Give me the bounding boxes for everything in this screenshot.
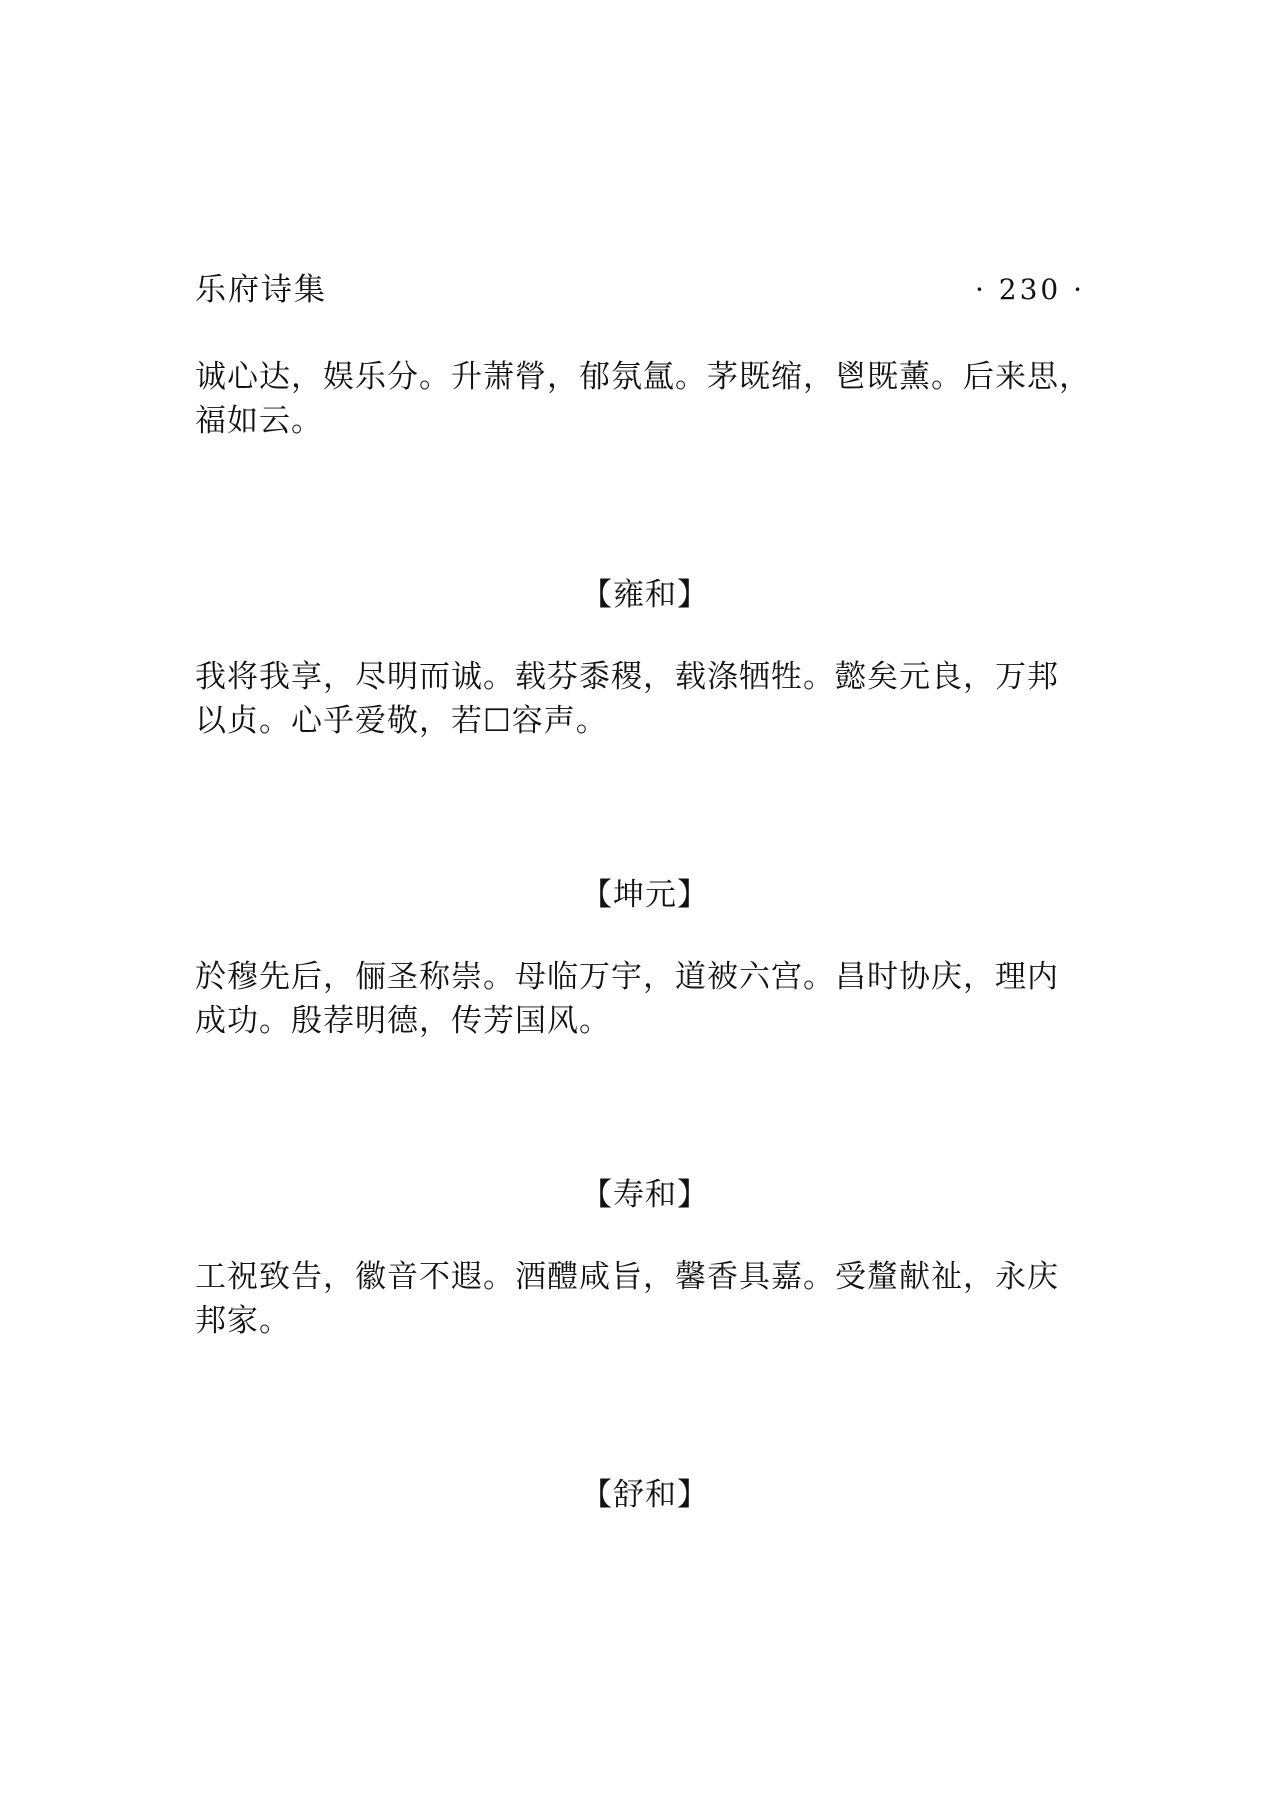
- verse-line: 福如云。: [195, 403, 323, 439]
- verse-line: 我将我享，尽明而诚。载芬黍稷，载涤牺牲。懿矣元良，万邦: [195, 659, 1059, 695]
- verse-line: 邦家。: [195, 1303, 291, 1339]
- verse-paragraph: [195, 355, 1095, 443]
- running-header: [195, 268, 1085, 312]
- book-title: 乐府诗集: [195, 272, 327, 308]
- verse-line: 成功。殷荐明德，传芳国风。: [195, 1003, 611, 1039]
- section-heading: 【舒和】: [581, 1477, 709, 1513]
- section-heading: 【寿和】: [581, 1177, 709, 1213]
- verse-paragraph: [195, 955, 1095, 1043]
- verse-line: 以贞。心乎爱敬，若☐容声。: [195, 703, 608, 739]
- verse-paragraph: [195, 655, 1095, 743]
- verse-line: 於穆先后，俪圣称崇。母临万宇，道被六宫。昌时协庆，理内: [195, 959, 1059, 995]
- verse-line: 工祝致告，徽音不遐。酒醴咸旨，馨香具嘉。受釐献祉，永庆: [195, 1259, 1059, 1295]
- section-heading: 【雍和】: [581, 577, 709, 613]
- verse-paragraph: [195, 1255, 1095, 1343]
- verse-line: 诚心达，娱乐分。升萧膋，郁氛氲。茅既缩，鬯既薰。后来思，: [195, 359, 1091, 395]
- page-number: · 230 ·: [974, 273, 1085, 306]
- section-heading: 【坤元】: [581, 877, 709, 913]
